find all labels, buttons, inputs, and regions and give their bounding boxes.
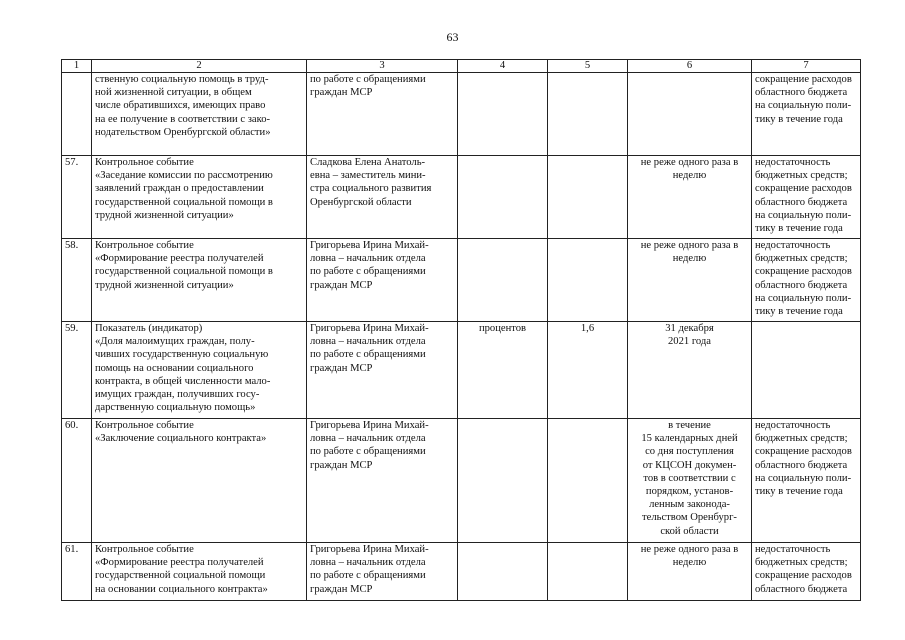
- cell-text-line: 31 декабря: [665, 323, 714, 334]
- risk-cell: [752, 419, 861, 543]
- cell-text-line: нодательством Оренбургской области»: [95, 126, 271, 138]
- cell-text-line: Григорьева Ирина Михай-: [310, 240, 429, 251]
- row-number-cell: 58.: [62, 239, 92, 322]
- cell-text-line: Григорьева Ирина Михай-: [310, 544, 429, 555]
- unit-cell: [458, 156, 548, 239]
- measure-name-cell: [92, 322, 307, 419]
- cell-text-line: дарственную социальную помощь»: [95, 402, 256, 414]
- responsible-cell: [307, 322, 458, 419]
- cell-text-line: неделю: [672, 557, 707, 569]
- cell-text-line: со дня поступления: [645, 446, 734, 458]
- cell-text-line: тику в течение года: [755, 113, 843, 125]
- row-number-cell: [62, 73, 92, 156]
- cell-text-line: ловна – начальник отдела: [310, 253, 426, 265]
- row-number-cell: 60.: [62, 419, 92, 543]
- cell-text-line: тов в соответствии с: [643, 472, 736, 484]
- cell-text-line: областного бюджета: [755, 459, 848, 471]
- cell-text-line: в течение: [668, 420, 711, 431]
- column-number-5: 5: [548, 60, 628, 73]
- page-number: 63: [446, 30, 459, 44]
- cell-text-line: граждан МСР: [310, 583, 373, 595]
- cell-text-line: ловна – начальник отдела: [310, 336, 426, 348]
- column-number-1: 1: [62, 60, 92, 73]
- cell-text-line: по работе с обращениями: [310, 446, 426, 458]
- deadline-cell: [628, 543, 752, 601]
- value-cell: [548, 239, 628, 322]
- table-row: [62, 322, 861, 419]
- cell-text-line: 2021 года: [667, 336, 711, 348]
- cell-text-line: сокращение расходов: [755, 183, 852, 195]
- cell-text-line: государственной социальной помощи в: [95, 196, 273, 208]
- unit-cell: [458, 239, 548, 322]
- cell-text-line: граждан МСР: [310, 459, 373, 471]
- cell-text-line: бюджетных средств;: [755, 433, 848, 445]
- responsible-cell: [307, 239, 458, 322]
- cell-text-line: ной жизненной ситуации, в общем: [95, 87, 252, 99]
- column-number-3: 3: [307, 60, 458, 73]
- cell-text-line: процентов: [478, 323, 527, 334]
- responsible-cell: [307, 156, 458, 239]
- cell-text-line: числе обратившихся, имеющих право: [95, 100, 266, 112]
- cell-text-line: ленным законода-: [649, 499, 730, 511]
- value-cell: [548, 73, 628, 156]
- cell-text-line: по работе с обращениями: [310, 570, 426, 582]
- table-row: [62, 156, 861, 239]
- row-number-cell: 57.: [62, 156, 92, 239]
- cell-text-line: областного бюджета: [755, 279, 848, 291]
- cell-text-line: на социальную поли-: [755, 472, 852, 484]
- cell-text-line: тельством Оренбург-: [642, 512, 737, 524]
- column-number-7: 7: [752, 60, 861, 73]
- cell-text-line: порядком, установ-: [645, 486, 734, 498]
- cell-text-line: Контрольное событие: [95, 420, 194, 431]
- cell-text-line: не реже одного раза в: [640, 240, 739, 251]
- cell-text-line: недостаточность: [755, 420, 831, 431]
- cell-text-line: граждан МСР: [310, 279, 373, 291]
- cell-text-line: от КЦСОН докумен-: [642, 459, 737, 471]
- cell-text-line: Оренбургской области: [310, 196, 412, 208]
- cell-text-line: государственной социальной помощи: [95, 570, 266, 582]
- value-cell: [548, 419, 628, 543]
- risk-cell: [752, 543, 861, 601]
- cell-text-line: контракта, в общей численности мало-: [95, 375, 271, 387]
- cell-text-line: сокращение расходов: [755, 570, 852, 582]
- cell-text-line: по работе с обращениями: [310, 74, 426, 85]
- cell-text-line: на основании социального контракта»: [95, 583, 268, 595]
- risk-cell: [752, 156, 861, 239]
- cell-text-line: не реже одного раза в: [640, 157, 739, 168]
- cell-text-line: граждан МСР: [310, 362, 373, 374]
- cell-text-line: на социальную поли-: [755, 100, 852, 112]
- cell-text-line: 1,6: [580, 323, 595, 334]
- responsible-cell: [307, 73, 458, 156]
- cell-text-line: стра социального развития: [310, 183, 432, 195]
- value-cell: [548, 543, 628, 601]
- table-row: [62, 419, 861, 543]
- cell-text-line: ской области: [660, 525, 719, 537]
- deadline-cell: [628, 239, 752, 322]
- cell-text-line: Григорьева Ирина Михай-: [310, 420, 429, 431]
- table-row: [62, 543, 861, 601]
- cell-text-line: бюджетных средств;: [755, 557, 848, 569]
- cell-text-line: сокращение расходов: [755, 266, 852, 278]
- cell-text-line: тику в течение года: [755, 486, 843, 498]
- cell-text-line: недостаточность: [755, 157, 831, 168]
- measure-name-cell: [92, 419, 307, 543]
- risk-cell: [752, 73, 861, 156]
- cell-text-line: Контрольное событие: [95, 157, 194, 168]
- deadline-cell: [628, 419, 752, 543]
- unit-cell: [458, 322, 548, 419]
- row-number-cell: 61.: [62, 543, 92, 601]
- cell-text-line: «Заключение социального контракта»: [95, 433, 267, 445]
- value-cell: [548, 322, 628, 419]
- cell-text-line: на социальную поли-: [755, 292, 852, 304]
- cell-text-line: заявлений граждан о предоставлении: [95, 183, 264, 195]
- cell-text-line: на социальную поли-: [755, 209, 852, 221]
- risk-cell: [752, 239, 861, 322]
- column-number-4: 4: [458, 60, 548, 73]
- cell-text-line: государственной социальной помощи в: [95, 266, 273, 278]
- cell-text-line: недостаточность: [755, 240, 831, 251]
- cell-text-line: ловна – начальник отдела: [310, 557, 426, 569]
- cell-text-line: сокращение расходов: [755, 74, 852, 85]
- responsible-cell: [307, 419, 458, 543]
- cell-text-line: сокращение расходов: [755, 446, 852, 458]
- cell-text-line: тику в течение года: [755, 306, 843, 318]
- measure-name-cell: [92, 156, 307, 239]
- unit-cell: [458, 543, 548, 601]
- row-number-cell: 59.: [62, 322, 92, 419]
- deadline-cell: [628, 322, 752, 419]
- measure-name-cell: [92, 73, 307, 156]
- risk-cell: [752, 322, 861, 419]
- cell-text-line: Контрольное событие: [95, 240, 194, 251]
- cell-text-line: чивших государственную социальную: [95, 349, 269, 361]
- cell-text-line: областного бюджета: [755, 87, 848, 99]
- cell-text-line: на ее получение в соответствии с зако-: [95, 113, 271, 125]
- measures-table: [61, 59, 861, 601]
- value-cell: [548, 156, 628, 239]
- cell-text-line: по работе с обращениями: [310, 266, 426, 278]
- cell-text-line: Показатель (индикатор): [95, 323, 203, 334]
- cell-text-line: 15 календарных дней: [641, 433, 738, 445]
- cell-text-line: по работе с обращениями: [310, 349, 426, 361]
- cell-text-line: «Доля малоимущих граждан, полу-: [95, 336, 255, 348]
- cell-text-line: не реже одного раза в: [640, 544, 739, 555]
- cell-text-line: помощь на основании социального: [95, 362, 254, 374]
- cell-text-line: бюджетных средств;: [755, 170, 848, 182]
- responsible-cell: [307, 543, 458, 601]
- cell-text-line: «Заседание комиссии по рассмотрению: [95, 170, 273, 182]
- cell-text-line: Григорьева Ирина Михай-: [310, 323, 429, 334]
- deadline-cell: [628, 73, 752, 156]
- cell-text-line: областного бюджета: [755, 583, 848, 595]
- cell-text-line: ловна – начальник отдела: [310, 433, 426, 445]
- column-number-row: [62, 60, 861, 73]
- cell-text-line: «Формирование реестра получателей: [95, 253, 264, 265]
- cell-text-line: «Формирование реестра получателей: [95, 557, 264, 569]
- cell-text-line: ственную социальную помощь в труд-: [95, 74, 269, 85]
- cell-text-line: областного бюджета: [755, 196, 848, 208]
- cell-text-line: Контрольное событие: [95, 544, 194, 555]
- cell-text-line: неделю: [672, 253, 707, 265]
- table-row: [62, 73, 861, 156]
- cell-text-line: трудной жизненной ситуации»: [95, 279, 234, 291]
- cell-text-line: бюджетных средств;: [755, 253, 848, 265]
- cell-text-line: неделю: [672, 170, 707, 182]
- unit-cell: [458, 73, 548, 156]
- deadline-cell: [628, 156, 752, 239]
- measure-name-cell: [92, 543, 307, 601]
- column-number-2: 2: [92, 60, 307, 73]
- cell-text-line: тику в течение года: [755, 223, 843, 235]
- table-row: [62, 239, 861, 322]
- cell-text-line: Сладкова Елена Анатоль-: [310, 157, 426, 168]
- cell-text-line: трудной жизненной ситуации»: [95, 209, 234, 221]
- cell-text-line: евна – заместитель мини-: [310, 170, 426, 182]
- column-number-6: 6: [628, 60, 752, 73]
- cell-text-line: имущих граждан, получивших госу-: [95, 389, 260, 401]
- cell-text-line: недостаточность: [755, 544, 831, 555]
- unit-cell: [458, 419, 548, 543]
- measure-name-cell: [92, 239, 307, 322]
- cell-text-line: граждан МСР: [310, 87, 373, 99]
